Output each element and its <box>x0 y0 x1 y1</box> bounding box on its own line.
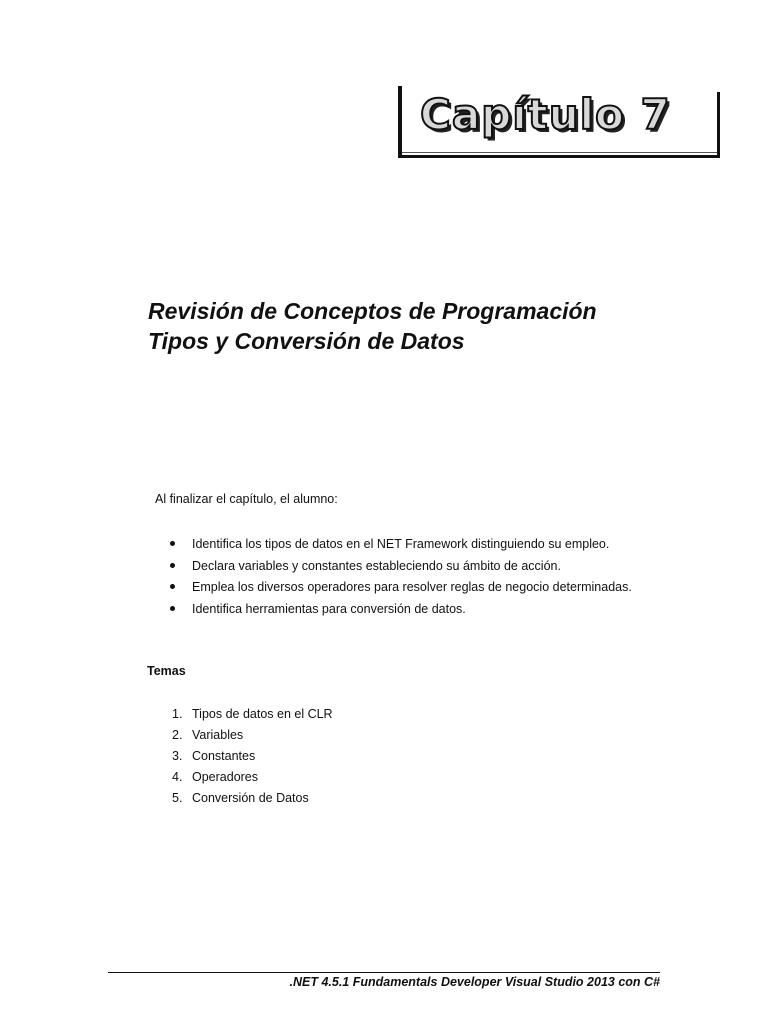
objective-text: Identifica los tipos de datos en el NET Framework distinguiendo su empleo. <box>192 537 610 551</box>
chapter-box-bottom-rule <box>402 155 720 158</box>
topic-item <box>172 769 333 790</box>
topics-list <box>172 706 333 811</box>
topic-label: Conversión de Datos <box>192 791 309 805</box>
bullet-icon <box>170 584 175 589</box>
topic-number: 2. <box>172 728 183 742</box>
bullet-icon <box>170 541 175 546</box>
objective-text: Emplea los diversos operadores para resolver reglas de negocio determinadas. <box>192 580 632 594</box>
intro-text: Al finalizar el capítulo, el alumno: <box>155 492 338 506</box>
objective-item <box>170 601 632 623</box>
footer-text: .NET 4.5.1 Fundamentals Developer Visual Studio 2013 con C# <box>289 975 660 989</box>
topic-label: Variables <box>192 728 244 742</box>
chapter-box-left-rule <box>398 86 402 158</box>
objective-text: Declara variables y constantes estableciendo su ámbito de acción. <box>192 558 561 573</box>
topic-number: 5. <box>172 791 183 805</box>
topic-item <box>172 790 333 811</box>
main-title-line-1: Revisión de Conceptos de Programación <box>148 298 597 324</box>
topics-heading: Temas <box>147 664 186 678</box>
topic-item <box>172 748 333 769</box>
main-title <box>148 296 728 356</box>
topic-item <box>172 706 333 727</box>
objective-item <box>170 579 632 601</box>
objective-item <box>170 536 632 558</box>
footer-rule <box>108 972 660 973</box>
topic-number: 3. <box>172 749 183 763</box>
chapter-title: Capítulo 7 <box>420 90 671 139</box>
objectives-list <box>170 536 632 622</box>
topic-label: Operadores <box>192 770 259 784</box>
topic-number: 1. <box>172 707 183 721</box>
main-title-line-2: Tipos y Conversión de Datos <box>148 328 465 354</box>
chapter-box-right-rule <box>717 92 720 158</box>
bullet-icon <box>170 563 175 568</box>
objective-text: Identifica herramientas para conversión de datos. <box>192 601 466 616</box>
bullet-icon <box>170 606 175 611</box>
chapter-box-bottom-thin-rule <box>402 152 717 153</box>
topic-number: 4. <box>172 770 183 784</box>
topic-label: Tipos de datos en el CLR <box>192 707 333 721</box>
chapter-heading-box <box>398 86 720 158</box>
objective-item <box>170 558 632 580</box>
topic-item <box>172 727 333 748</box>
topic-label: Constantes <box>192 749 256 763</box>
